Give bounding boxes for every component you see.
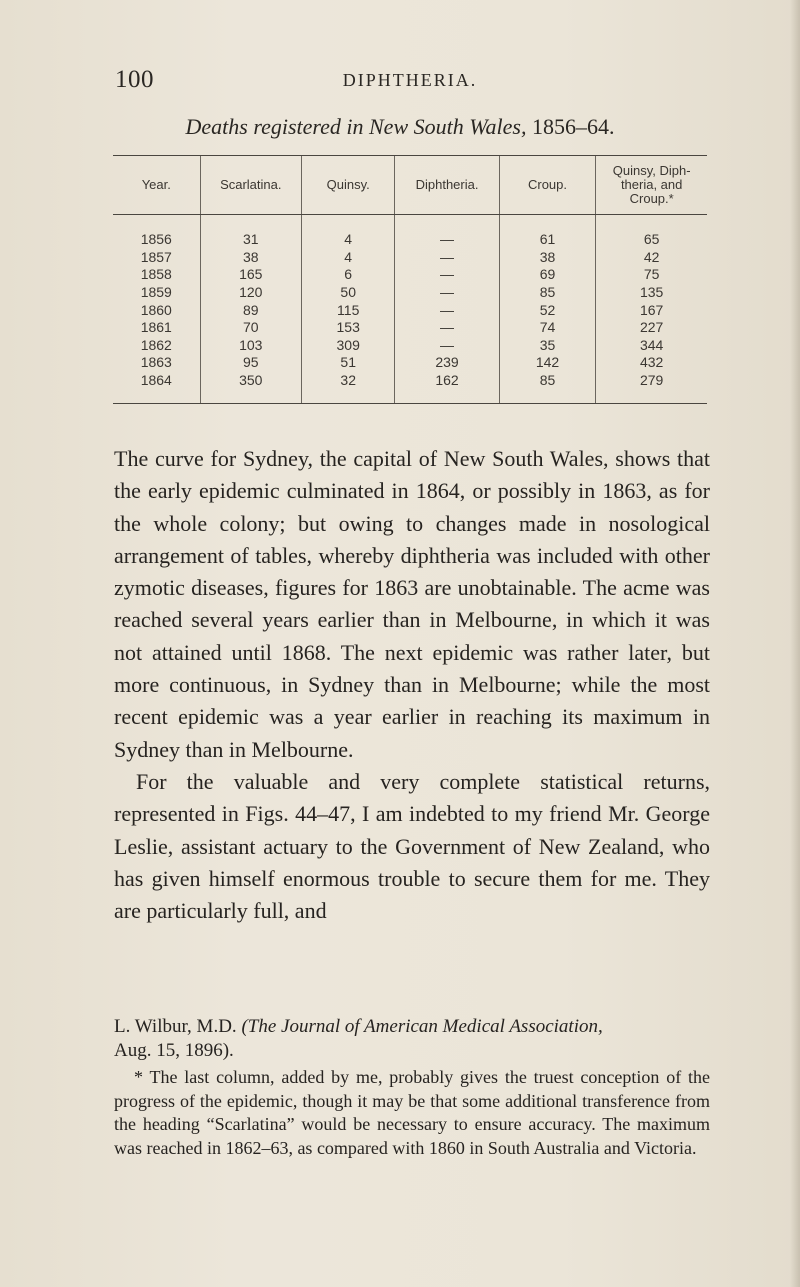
cell-year: 1863 [140,354,172,371]
cell-croup: 85 [499,284,596,302]
cell-croup: 69 [499,266,596,284]
column-header-combined: Quinsy, Diph-theria, and Croup.* [596,156,707,215]
cell-scarlatina: 95 [200,354,301,372]
table-row [113,372,707,404]
table-row [113,354,707,372]
cell-combined: 344 [596,337,707,355]
cell-quinsy: 309 [302,337,395,355]
cell-year: 1859 [140,284,172,301]
cell-year: 1860 [140,301,172,318]
cell-scarlatina: 103 [200,337,301,355]
cell-scarlatina: 70 [200,319,301,337]
cell-combined: 227 [596,319,707,337]
column-header-quinsy: Quinsy. [302,156,395,215]
cell-scarlatina: 38 [200,249,301,267]
cell-quinsy: 6 [302,266,395,284]
cell-diphtheria: — [395,215,499,249]
cell-diphtheria: — [395,319,499,337]
cell-quinsy: 115 [302,301,395,319]
cell-year: 1857 [140,248,172,265]
citation-date: Aug. 15, 1896). [114,1040,234,1061]
cell-croup: 38 [499,249,596,267]
table-title-years: 1856–64. [531,114,615,139]
cell-diphtheria: — [395,249,499,267]
paragraph-1: The curve for Sydney, the capital of New South Wales, shows that the early epidemic culminated in 1864, or possibly in 1863, as for the whole colony; but owing to changes made in nosological arrangement of tables, whereby diphtheria was included with other zymotic diseases, figures for 1863 are unobtainable. The acme was reached several years earlier than in Melbourne, in which it was not attained until 1868. The next epidemic was rather later, but more continuous, in Sydney than in Melbourne; while the most recent epidemic was a year earlier in reaching its maximum in Sydney than in Melbourne. [114,446,710,762]
cell-combined: 167 [596,301,707,319]
citation-author: L. Wilbur, M.D. [114,1016,237,1037]
cell-croup: 35 [499,337,596,355]
cell-diphtheria: 162 [395,372,499,404]
cell-quinsy: 51 [302,354,395,372]
cell-quinsy: 50 [302,284,395,302]
cell-scarlatina: 31 [200,215,301,249]
paragraph-2: For the valuable and very complete statistical returns, represented in Figs. 44–47, I am indebted to my friend Mr. George Leslie, assistant actuary to the Government of New Zealand, who has given himself enormous trouble to secure them for me. They are particularly full, and [114,768,710,924]
cell-diphtheria: — [395,284,499,302]
cell-year: 1856 [140,231,172,248]
cell-diphtheria: — [395,266,499,284]
table-row [113,319,707,337]
footnote [114,1066,710,1160]
cell-quinsy: 32 [302,372,395,404]
cell-croup: 52 [499,301,596,319]
column-header-diphtheria: Diphtheria. [395,156,499,215]
footnote-text: * The last column, added by me, probably gives the truest conception of the progress of the epidemic, though it may be that some additional transference from the heading “Scarlatina” would be necessary to ensure accuracy. The maximum was reached in 1862–63, as compared with 1860 in South Australia and Victoria. [114,1067,710,1158]
table-row [113,301,707,319]
table-body [113,215,707,404]
body-text [114,443,710,927]
cell-diphtheria: 239 [395,354,499,372]
table-row [113,284,707,302]
cell-scarlatina: 350 [200,372,301,404]
cell-combined: 279 [596,372,707,404]
cell-quinsy: 4 [302,249,395,267]
cell-croup: 142 [499,354,596,372]
cell-scarlatina: 89 [200,301,301,319]
cell-croup: 85 [499,372,596,404]
table-title [0,114,800,140]
citation-journal: (The Journal of American Medical Association, [241,1016,603,1037]
cell-year: 1861 [140,319,172,336]
deaths-table [113,155,707,404]
cell-combined: 65 [596,215,707,249]
cell-year: 1864 [113,372,200,404]
cell-diphtheria: — [395,337,499,355]
column-header-scarlatina: Scarlatina. [200,156,301,215]
table-header-row [113,156,707,215]
cell-diphtheria: — [395,301,499,319]
cell-croup: 61 [499,215,596,249]
page-header [115,66,705,96]
cell-combined: 75 [596,266,707,284]
table-title-text: Deaths registered in New South Wales, [185,114,527,139]
table-row [113,266,707,284]
cell-quinsy: 4 [302,215,395,249]
cell-croup: 74 [499,319,596,337]
deaths-table-container [113,155,707,428]
cell-combined: 432 [596,354,707,372]
column-header-croup: Croup. [499,156,596,215]
column-header-year: Year. [113,156,200,215]
table-row [113,249,707,267]
page-number: 100 [115,66,154,93]
cell-scarlatina: 165 [200,266,301,284]
table-row [113,215,707,249]
citation [114,1015,710,1063]
page-edge-shadow [790,0,800,1287]
cell-combined: 42 [596,249,707,267]
cell-year: 1858 [140,266,172,283]
cell-year: 1862 [140,336,172,353]
cell-combined: 135 [596,284,707,302]
cell-scarlatina: 120 [200,284,301,302]
cell-quinsy: 153 [302,319,395,337]
running-head: DIPHTHERIA. [342,70,478,90]
table-row [113,337,707,355]
